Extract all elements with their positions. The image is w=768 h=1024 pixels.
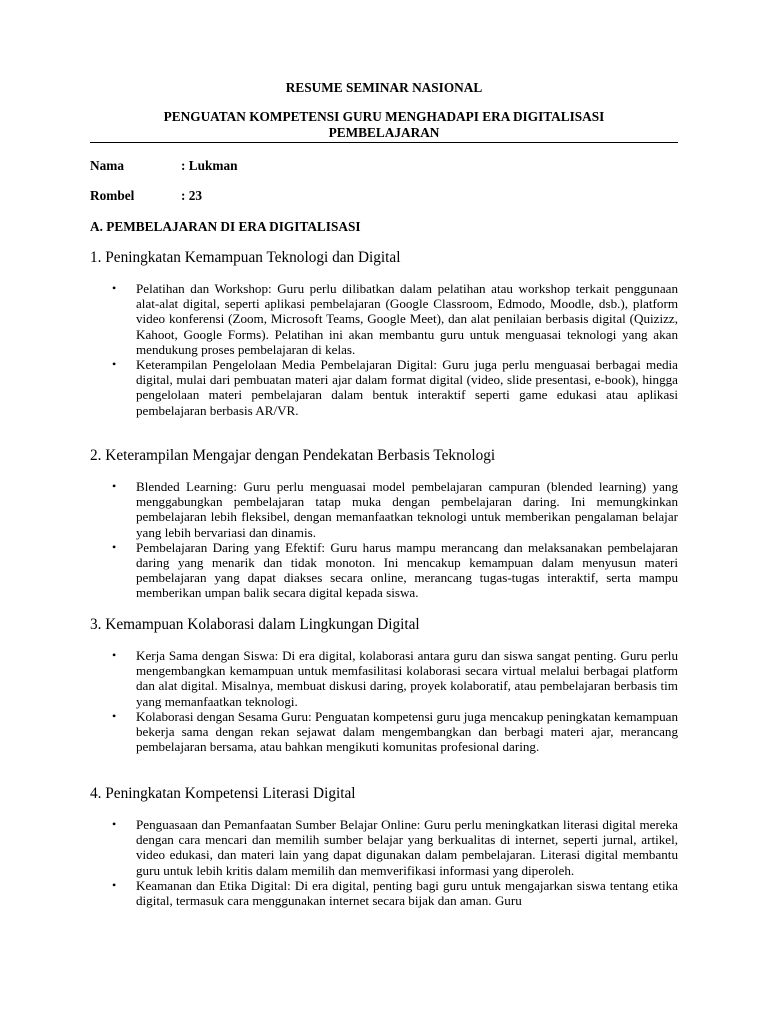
- name-value: : Lukman: [181, 158, 238, 173]
- title-divider: [90, 142, 678, 143]
- list-item: [112, 817, 678, 878]
- list-item: [112, 479, 678, 540]
- subsection-1-heading: 1. Peningkatan Kemampuan Teknologi dan Digital: [90, 249, 401, 266]
- list-item-text: Blended Learning: Guru perlu menguasai model pembelajaran campuran (blended learning) yang menggabungkan pembelajaran tatap muka dengan pembelajaran daring. Ini memungkinkan pembelajaran lebih fleksibel, dengan memanfaatkan teknologi untuk memberikan pengalaman belajar yang lebih bervariasi dan dinamis.: [136, 479, 678, 540]
- bullet-icon: •: [112, 648, 117, 662]
- list-item: [112, 709, 678, 755]
- list-item: [112, 878, 678, 908]
- list-item-text: Kerja Sama dengan Siswa: Di era digital, kolaborasi antara guru dan siswa sangat penting. Guru perlu mengembangkan kemampuan untuk memfasilitasi kolaborasi secara virtual melalui berbagai platform dan alat digital. Misalnya, membuat diskusi daring, proyek kolaboratif, atau pembelajaran berbasis tim yang memanfaatkan teknologi.: [136, 648, 678, 709]
- list-item-text: Kolaborasi dengan Sesama Guru: Penguatan kompetensi guru juga mencakup peningkatan kemampuan bekerja sama dengan rekan sejawat dalam mengembangkan dan berbagi materi ajar, merancang pembelajaran bersama, atau bahkan mengikuti komunitas profesional daring.: [136, 708, 678, 755]
- name-label: Nama: [90, 158, 124, 173]
- bullet-icon: •: [112, 281, 117, 295]
- subsection-2-heading: 2. Keterampilan Mengajar dengan Pendekatan Berbasis Teknologi: [90, 447, 496, 464]
- list-item-text: Penguasaan dan Pemanfaatan Sumber Belajar Online: Guru perlu meningkatkan literasi digital mereka dengan cara mencari dan memilih sumber belajar yang berkualitas di internet, seperti jurnal, artikel, video edukasi, dan materi lain yang dapat digunakan dalam pembelajaran. Literasi digital membantu guru untuk lebih kritis dalam memilih dan memverifikasi informasi yang diperoleh.: [136, 817, 678, 878]
- bullet-icon: •: [112, 357, 117, 372]
- rombel-value: : 23: [181, 188, 203, 203]
- document-subtitle-line2: PEMBELAJARAN: [328, 125, 440, 140]
- list-item: [112, 281, 678, 357]
- bullet-icon: •: [112, 479, 117, 493]
- rombel-label: Rombel: [90, 188, 135, 203]
- bullet-icon: •: [112, 708, 117, 723]
- bullet-icon: •: [112, 877, 117, 892]
- subsection-1-list: [112, 281, 678, 418]
- list-item: [112, 648, 678, 709]
- list-item-text: Keterampilan Pengelolaan Media Pembelajaran Digital: Guru juga perlu menguasai berbagai media digital, mulai dari pembuatan materi ajar dalam format digital (video, slide presentasi, e-book), hingga pengelolaan materi pembelajaran dalam bentuk interaktif seperti game edukasi atau aplikasi pembelajaran berbasis AR/VR.: [136, 357, 678, 418]
- subsection-4-heading: 4. Peningkatan Kompetensi Literasi Digital: [90, 785, 356, 802]
- bullet-icon: •: [112, 539, 117, 554]
- list-item-text: Pembelajaran Daring yang Efektif: Guru harus mampu merancang dan melaksanakan pembelajaran daring yang menarik dan tidak monoton. Ini mencakup kemampuan dalam menyusun materi pembelajaran yang dapat diakses secara online, merancang tugas-tugas interaktif, serta mampu memberikan umpan balik secara digital kepada siswa.: [136, 539, 678, 601]
- subsection-4-list: [112, 817, 678, 908]
- section-a-heading: A. PEMBELAJARAN DI ERA DIGITALISASI: [90, 219, 361, 234]
- subsection-2-list: [112, 479, 678, 601]
- bullet-icon: •: [112, 817, 117, 831]
- document-subtitle-line1: PENGUATAN KOMPETENSI GURU MENGHADAPI ERA DIGITALISASI: [163, 109, 605, 124]
- document-title: RESUME SEMINAR NASIONAL: [285, 80, 483, 95]
- list-item: [112, 357, 678, 418]
- list-item-text: Pelatihan dan Workshop: Guru perlu dilibatkan dalam pelatihan atau workshop terkait penggunaan alat-alat digital, seperti aplikasi pembelajaran (Google Classroom, Edmodo, Moodle, dsb.), platform video konferensi (Zoom, Microsoft Teams, Google Meet), dan alat penilaian berbasis digital (Quizizz, Kahoot, Google Forms). Pelatihan ini akan membantu guru untuk menguasai teknologi yang akan mendukung proses pembelajaran di kelas.: [136, 281, 678, 357]
- subsection-3-list: [112, 648, 678, 754]
- list-item-text: Keamanan dan Etika Digital: Di era digital, penting bagi guru untuk mengajarkan siswa tentang etika digital, termasuk cara menggunakan internet secara bijak dan aman. Guru: [136, 877, 678, 909]
- subsection-3-heading: 3. Kemampuan Kolaborasi dalam Lingkungan Digital: [90, 616, 420, 633]
- list-item: [112, 540, 678, 601]
